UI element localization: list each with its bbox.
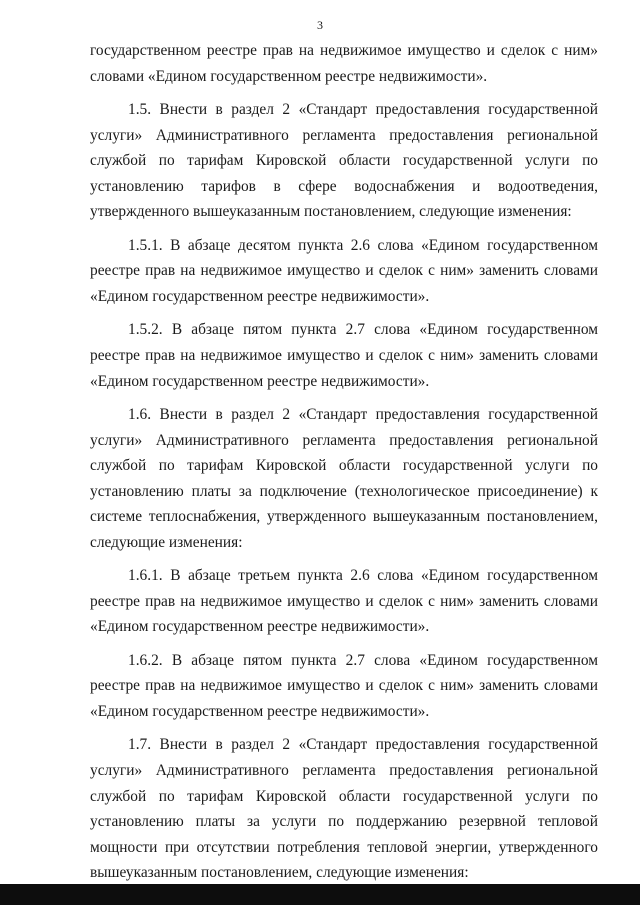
paragraph-1-7: 1.7. Внести в раздел 2 «Стандарт предоставления государственной услуги» Административного регламента предоставления региональной службой по тарифам Кировской области государственной услуги по установлению платы за услуги по поддержанию резервной тепловой мощности при отсутствии потребления тепловой энергии, утвержденного вышеуказанным постановлением, следующие изменения: <box>90 736 598 882</box>
paragraph-continuation: государственном реестре прав на недвижимое имущество и сделок с ним» словами «Едином государственном реестре недвижимости». <box>90 42 598 85</box>
page-number: 3 <box>317 18 323 32</box>
paragraph-1-6: 1.6. Внести в раздел 2 «Стандарт предоставления государственной услуги» Административного регламента предоставления региональной службой по тарифам Кировской области государственной услуги по установлению платы за подключение (технологическое присоединение) к системе теплоснабжения, утвержденного вышеуказанным постановлением, следующие изменения: <box>90 405 598 551</box>
paragraph-1-5: 1.5. Внести в раздел 2 «Стандарт предоставления государственной услуги» Административного регламента предоставления региональной службой по тарифам Кировской области государственной услуги по установлению тарифов в сфере водоснабжения и водоотведения, утвержденного вышеуказанным постановлением, следующие изменения: <box>90 100 598 221</box>
paragraph-1-5-1: 1.5.1. В абзаце десятом пункта 2.6 слова «Едином государственном реестре прав на недвижимое имущество и сделок с ним» заменить словами «Едином государственном реестре недвижимости». <box>90 236 598 305</box>
paragraph-1-5-2: 1.5.2. В абзаце пятом пункта 2.7 слова «Едином государственном реестре прав на недвижимое имущество и сделок с ним» заменить словами «Едином государственном реестре недвижимости». <box>90 321 598 390</box>
paragraph-1-6-2: 1.6.2. В абзаце пятом пункта 2.7 слова «Едином государственном реестре прав на недвижимое имущество и сделок с ним» заменить словами «Едином государственном реестре недвижимости». <box>90 651 598 721</box>
scan-bottom-border <box>0 884 640 905</box>
document-body <box>90 38 598 894</box>
paragraph-1-6-1: 1.6.1. В абзаце третьем пункта 2.6 слова «Едином государственном реестре прав на недвижимое имущество и сделок с ним» заменить словами «Едином государственном реестре недвижимости». <box>90 567 598 636</box>
